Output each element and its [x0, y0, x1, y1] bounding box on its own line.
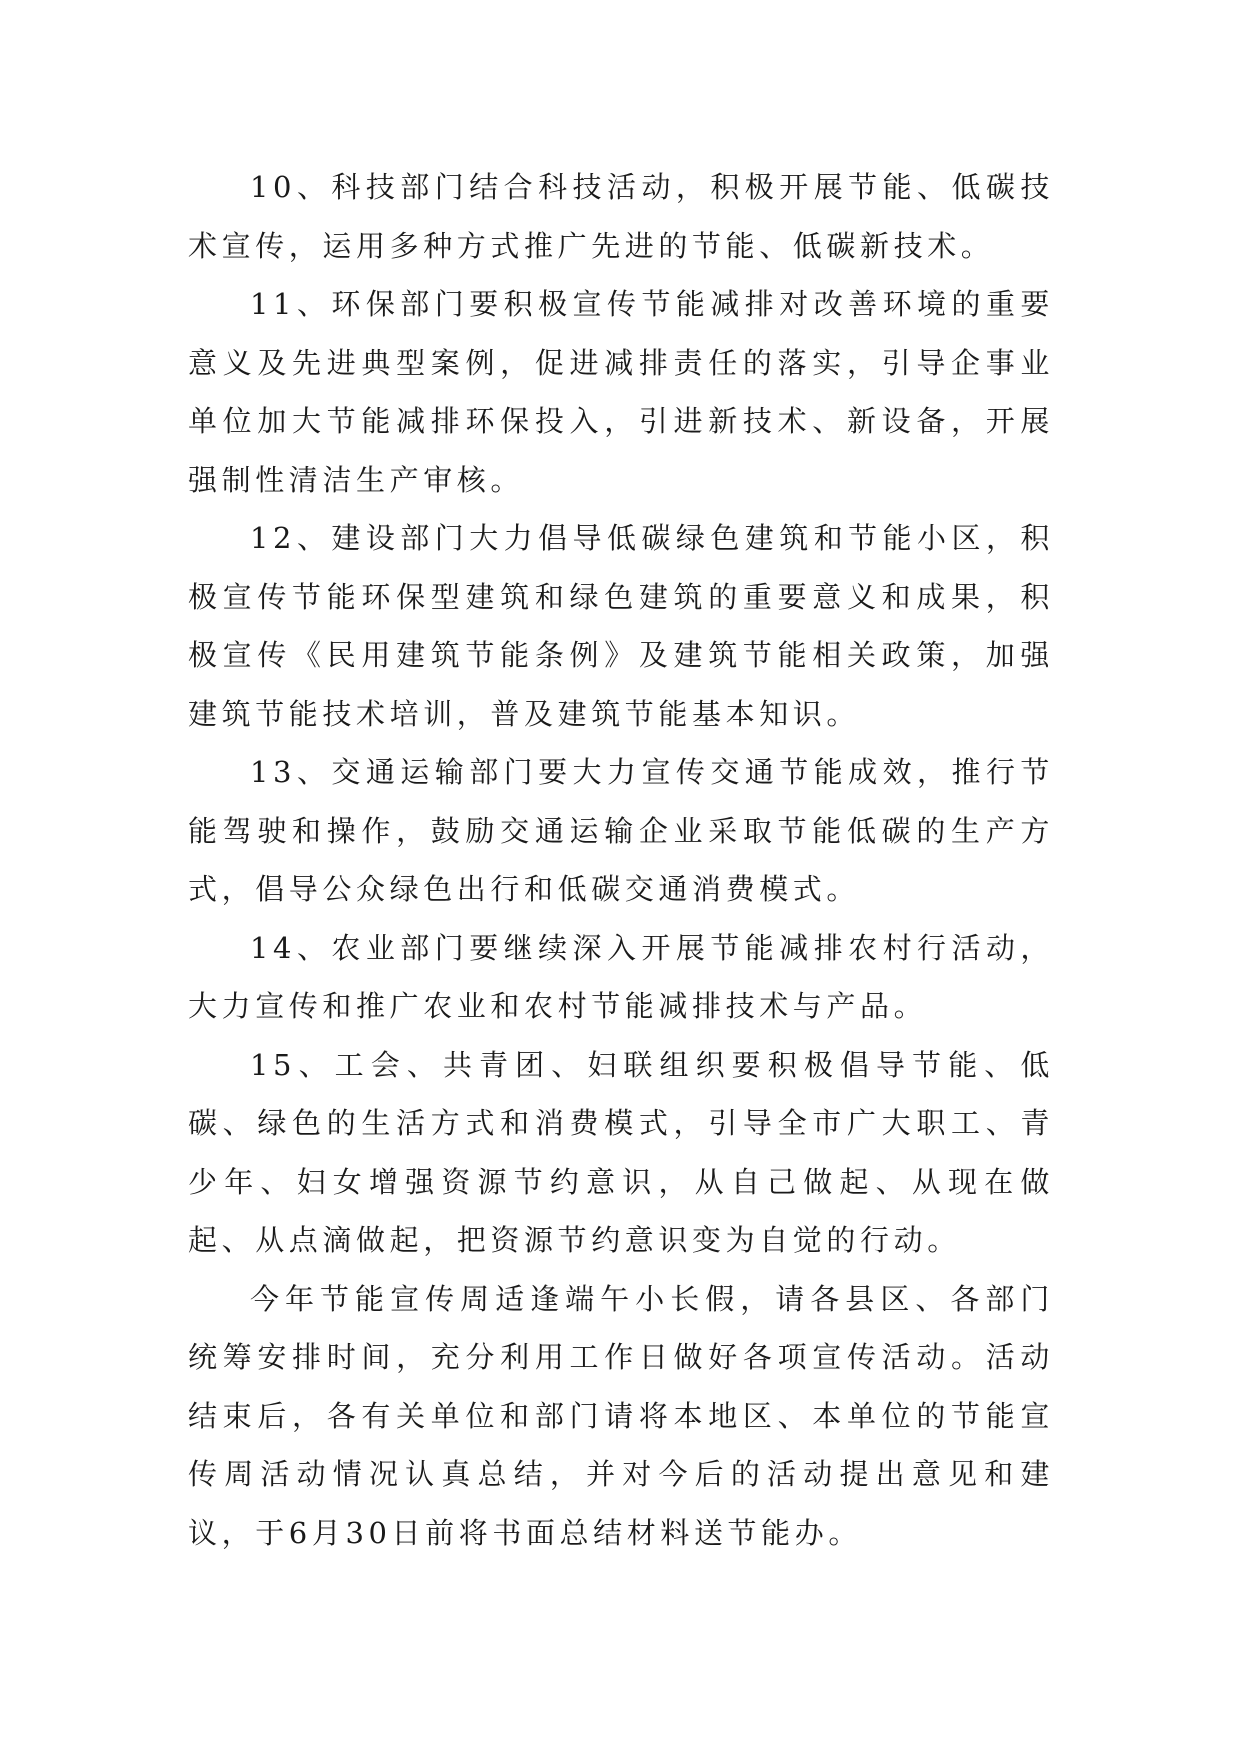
paragraph-item-13: 13、交通运输部门要大力宣传交通节能成效，推行节能驾驶和操作，鼓励交通运输企业采取节能低碳的生产方式，倡导公众绿色出行和低碳交通消费模式。 — [188, 755, 1054, 906]
paragraph-item-12: 12、建设部门大力倡导低碳绿色建筑和节能小区，积极宣传节能环保型建筑和绿色建筑的重要意义和成果，积极宣传《民用建筑节能条例》及建筑节能相关政策，加强建筑节能技术培训，普及建筑节能基本知识。 — [188, 521, 1054, 731]
paragraph-item-10: 10、科技部门结合科技活动，积极开展节能、低碳技术宣传，运用多种方式推广先进的节能、低碳新技术。 — [188, 170, 1054, 263]
paragraph-closing-note: 今年节能宣传周适逢端午小长假，请各县区、各部门统筹安排时间，充分利用工作日做好各项宣传活动。活动结束后，各有关单位和部门请将本地区、本单位的节能宣传周活动情况认真总结，并对今后的活动提出意见和建议，于6月30日前将书面总结材料送节能办。 — [188, 1281, 1054, 1550]
paragraph-item-14: 14、农业部门要继续深入开展节能减排农村行活动，大力宣传和推广农业和农村节能减排技术与产品。 — [188, 930, 1054, 1023]
paragraph-item-15: 15、工会、共青团、妇联组织要积极倡导节能、低碳、绿色的生活方式和消费模式，引导全市广大职工、青少年、妇女增强资源节约意识，从自己做起、从现在做起、从点滴做起，把资源节约意识变为自觉的行动。 — [188, 1047, 1054, 1257]
document-body — [188, 158, 1054, 1562]
paragraph-item-11: 11、环保部门要积极宣传节能减排对改善环境的重要意义及先进典型案例，促进减排责任的落实，引导企事业单位加大节能减排环保投入，引进新技术、新设备，开展强制性清洁生产审核。 — [188, 287, 1054, 497]
